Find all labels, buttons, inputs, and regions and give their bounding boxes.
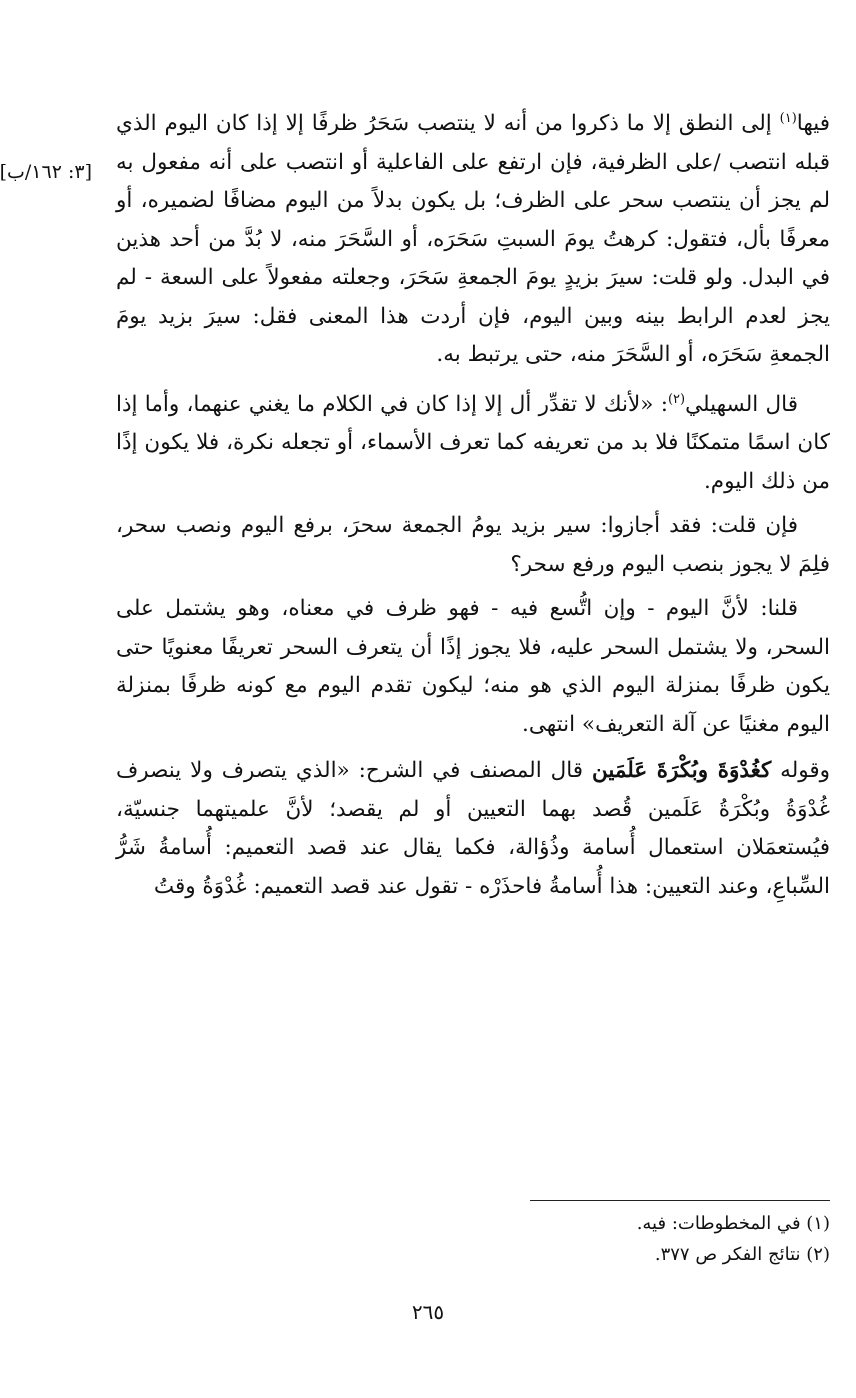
main-text <box>116 100 830 906</box>
paragraph <box>116 752 830 906</box>
text-run: قال السهيلي <box>685 391 798 417</box>
footnote-marker: (١) <box>779 111 797 126</box>
quoted-matn: كغُدْوَةَ وبُكْرَةَ عَلَمَين <box>591 758 772 784</box>
text-run: فإن قلت: فقد أجازوا: سير بزيد يومُ الجمعة سحرَ، برفع اليوم ونصب سحر، فلِمَ لا يجوز بنصب اليوم ورفع سحر؟ <box>116 513 830 577</box>
text-run: قال المصنف في الشرح: «الذي يتصرف ولا ينصرف غُدْوَةُ وبُكْرَةُ عَلَمين قُصد بهما التعيين أو لم يقصد؛ لأنَّ علميتهما جنسيّة، فيُستعمَلان استعمال أُسامة وذُؤالة، فكما يقال عند قصد التعميم: أُسامةُ شَرُّ السِّباعِ، وعند التعيين: هذا أُسامةُ فاحذَرْه - تقول عند قصد التعميم: غُدْوَةُ وقتُ <box>116 758 830 899</box>
text-run: قلنا: لأنَّ اليوم - وإن اتُّسع فيه - فهو ظرف في معناه، وهو يشتمل على السحر، ولا يشتمل السحر عليه، فلا يجوز إذًا أن يتعرف السحر تعريفًا معنويًا حتى يكون ظرفًا بمنزلة اليوم الذي هو منه؛ ليكون تقدم اليوم مع كونه ظرفًا بمنزلة اليوم مغنيًا عن آلة التعريف» انتهى. <box>116 596 831 737</box>
page-number: ٢٦٥ <box>411 1300 445 1324</box>
footnote-marker: (٢) <box>667 391 686 407</box>
footnote: (٢) نتائج الفكر ص ٣٧٧. <box>654 1244 830 1265</box>
paragraph <box>116 381 830 502</box>
footnote: (١) في المخطوطات: فيه. <box>636 1213 830 1234</box>
footnote-separator <box>530 1200 830 1201</box>
text-run: إلى النطق إلا ما ذكروا من أنه لا ينتصب سَحَرُ ظرفًا إلا إذا كان اليوم الذي قبله انتصب /على الظرفية، فإن ارتفع على الفاعلية أو انتصب على أنه مفعول به لم يجز أن ينتصب سحر على الظرف؛ بل يكون بدلاً من اليوم مضافًا لضميره، أو معرفًا بأل، فتقول: كرهتُ يومَ السبتِ سَحَرَه، أو السَّحَرَ منه، لا بُدَّ من أحد هذين في البدل. ولو قلت: سيرَ بزيدٍ يومَ الجمعةِ سَحَرَ، وجعلته مفعولاً على السعة - لم يجز لعدم الرابط بينه وبين اليوم، فإن أردت هذا المعنى فقل: سيرَ بزيد يومَ الجمعةِ سَحَرَه، أو السَّحَرَ منه، حتى يرتبط به. <box>116 111 830 368</box>
paragraph <box>116 507 830 584</box>
text-run: : «لأنك لا تقدِّر أل إلا إذا كان في الكلام ما يغني عنهما، وأما إذا كان اسمًا متمكنًا فلا بد من تعريفه كما تعرف الأسماء، أو تجعله نكرة، فلا يكون إذًا من ذلك اليوم. <box>116 391 830 494</box>
paragraph <box>116 100 830 375</box>
footnotes <box>116 1208 830 1270</box>
text-run: وقوله <box>771 758 831 784</box>
margin-manuscript-reference: [٣: ١٦٢/ب] <box>0 161 92 183</box>
paragraph <box>116 590 830 744</box>
text-run: فيها <box>796 111 830 137</box>
